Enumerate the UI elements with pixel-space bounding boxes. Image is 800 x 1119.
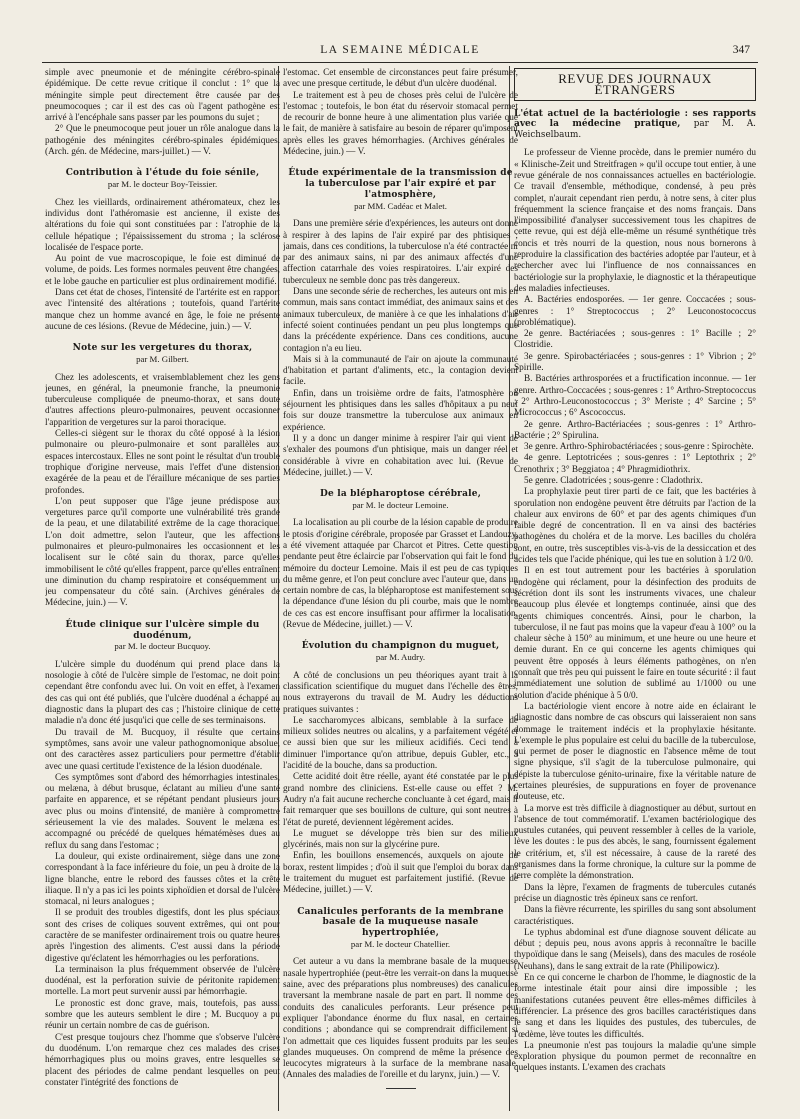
paragraph: La prophylaxie peut tirer parti de ce fait, que les bactéries à sporulation non endogène peuvent être détruits par l'action de la chaleur aux environs de 60° et par des agents chimiques d'un faible degré de concentration. Il en va ainsi des bactéries pathogènes du choléra et de la morve. Les bacilles du choléra sont, en outre, très susceptibles vis-à-vis de la dessiccation et des acides tels que l'acide phénique, qui les tue en solution à 1/2 0/0. xyxy=(514,487,756,566)
paragraph: Enfin, les bouillons ensemencés, auxquels on ajoute du borax, restent limpides ; d'où il suit que l'emploi du borax dans le traitement du muguet est parfaitement justifié. (Revue de Médecine, juillet.) — V. xyxy=(283,851,518,896)
paragraph: Dans la fièvre récurrente, les spirilles du sang sont absolument caractéristiques. xyxy=(514,905,756,927)
classification-line: 2e genre. Arthro-Bactériacées ; sous-genres : 1° Arthro-Bactérie ; 2° Spirulina. xyxy=(514,419,756,441)
classification-line: A. Bactéries endosporées. — 1er genre. Coccacées ; sous-genres : 1° Streptococcus ; 2° Leuconostococcus (problématique). xyxy=(514,295,756,328)
article-title: Canalicules perforants de la membrane basale de la muqueuse nasale hypertrophiée, xyxy=(297,906,504,939)
article-byline: par M. Audry. xyxy=(375,652,426,663)
paragraph: Il en est tout autrement pour les bactéries à sporulation endogène qui réclament, pour la désinfection des produits de sécrétion dont ils sont les instruments vivaces, une chaleur beaucoup plus élevée et longtemps continuée, ainsi que des agents chimiques concentrés. Ainsi, pour le charbon, la tuberculose, il ne faut pas moins que la vapeur d'eau à 100° ou la chaleur sèche à 150° au minimum, et une heure ou une heure et demie durant. En ce qui concerne les agents chimiques qui peuvent être opposés à leurs éléments pathogènes, on n'en connaît que très peu qui puissent le faire en toute sécurité : il faut immédiatement une solution de sublimé au 1/1000 ou une solution d'acide phénique à 5 0/0. xyxy=(514,566,756,701)
paragraph: Le saccharomyces albicans, semblable à la surface de milieux solides neutres ou alcalins, y a parfaitement végété et ce aussi bien que sur les milieux acidifiés. Ceci tend à diminuer l'importance qu'on attribue, depuis Gubler, etc., à l'acidité de la bouche, dans sa production. xyxy=(283,715,518,772)
article-title: De la blépharoptose cérébrale, xyxy=(319,489,482,500)
column-3 xyxy=(514,68,756,1111)
paragraph: Chez les vieillards, ordinairement athéromateux, chez les individus dont l'athéromasie est ancienne, il existe des altérations du foie qui sont constituées par : l'atrophie de la cellule hépatique ; l'épaississement du stroma ; la sclérose localisée de l'espace porte. xyxy=(45,197,280,253)
classification-line: 5e genre. Cladotricées ; sous-genre : Cladothrix. xyxy=(524,475,703,486)
classification-line: 4e genre. Leptotricées ; sous-genres : 1° Leptothrix ; 2° Crenothrix ; 3° Beggiatoa ; 4° Phragmidiothrix. xyxy=(514,453,756,475)
classification-line: 3e genre. Spirobactériacées ; sous-genres : 1° Vibrion ; 2° Spirille. xyxy=(514,351,756,374)
article-author: par M. A. Weichselbaum. xyxy=(514,119,756,140)
paragraph: Au point de vue macroscopique, le foie est diminué de volume, de poids. Les formes normales peuvent être changées, et le lobe gauche en particulier est plus ordinairement modifié. xyxy=(45,254,280,287)
article-title: Étude clinique sur l'ulcère simple du duodénum, xyxy=(65,619,260,641)
paragraph: l'estomac. Cet ensemble de circonstances peut faire présumer, avec une presque certitude, le début d'un ulcère duodénal. xyxy=(283,68,518,90)
paragraph: Ces symptômes sont d'abord des hémorrhagies intestinales, ou melæna, à début brusque, éclatant au milieu d'une santé parfaite en apparence, et se répétant pendant plusieurs jours avec plus ou moins d'intensité, de manière à compromettre sérieusement la vie des malades. Souvent le melæna est accompagné ou précédé de quelques hématémèses dues au reflux du sang dans l'estomac ; xyxy=(45,772,280,851)
paragraph: En ce qui concerne le charbon de l'homme, le diagnostic de la forme intestinale était pour ainsi dire impossible ; les manifestations cutanées peuvent être elles-mêmes difficiles à différencier. La présence des gros bacilles caractéristiques dans le sang et dans les liquides des pustules, des tubercules, de l'œdème, lève toutes les difficultés. xyxy=(514,973,756,1040)
header-rule xyxy=(42,62,758,63)
paragraph: Le typhus abdominal est d'une diagnose souvent délicate au début ; depuis peu, nous avons appris à reconnaître le bacille thypoïdique dans le sang (Meisels), dans des macules de roséole (Neuhans), dans le sang extrait de la rate (Philipowicz). xyxy=(514,927,756,972)
article-title: Étude expérimentale de la transmission de la tuberculose par l'air expiré et par l'atmosphère, xyxy=(288,168,513,200)
paragraph: Dans une seconde série de recherches, les auteurs ont mis en commun, mais sans contact immédiat, des animaux sains et des animaux tuberculeux, de manière à ce que les inhalations d'air infecté soient continuées pendant un peu plus longtemps que dans la précédente expérience. Dans ces conditions, aucune contagion n'a eu lieu. xyxy=(283,287,518,354)
paragraph: Celles-ci siègent sur le thorax du côté opposé à la lésion pulmonaire ou pleuro-pulmonaire et sont parallèles aux espaces intercostaux. Elles ne sont point le résultat d'un trouble trophique d'origine nerveuse, mais l'effet d'une distension exagérée de la peau et de l'éraillure mécanique de ses parties profondes. xyxy=(45,429,280,496)
end-ornament xyxy=(386,1088,416,1089)
article-title-text: L'état actuel de la bactériologie : ses rapports avec la médecine pratique, xyxy=(514,108,756,130)
paragraph: Il se produit des troubles digestifs, dont les plus spéciaux sont des crises de coliques souvent extrêmes, qui ont pour caractère de se manifester ordinairement trois ou quatre heures après l'ingestion des aliments. C'est aussi dans la période digestive qu'éclatent les hémorrhagies ou les perforations. xyxy=(45,908,280,964)
paragraph: Le traitement est à peu de choses près celui de l'ulcère de l'estomac ; toutefois, le bon état du réservoir stomacal permet de recourir de bonne heure à une alimentation plus variée que le fait, de manière à satisfaire au besoin de réparer qu'imposent après elles les graves hémorrhagies. (Archives générales de Médecine, juin.) — V. xyxy=(283,90,518,158)
paragraph: La morve est très difficile à diagnostiquer au début, surtout en l'absence de tout commémoratif. L'examen bactériologique des pustules cutanées, qui peuvent ressembler à celles de la variole, lève les doutes : le pus des abcès, le sang, fournissent également le critérium, et, s'il est nécessaire, à cause de la rareté des organismes dans la forme chronique, la culture sur la pomme de terre complète la démonstration. xyxy=(514,803,756,882)
paragraph: Le professeur de Vienne procède, dans le premier numéro du « Klinische-Zeit und Streitfragen » qu'il occupe tout entier, à une revue générale de nos connaissances actuelles en bactériologie. Ce travail d'ensemble, méthodique, condensé, à peu près complet, n'aurait cependant rien perdu, à notre sens, à citer plus fréquemment la science française et des noms français. Dans l'impossibilité d'analyser successivement tous les chapitres de cette revue, qui est déjà elle-même un résumé synthétique très concis et très nourri de la question, nous nous bornerons à reproduire la classification des bactéries adoptée par l'auteur, et à rechercher avec lui l'influence de nos connaissances en bactériologie sur la prophylaxie, le diagnostic et la thérapeutique des maladies infectieuses. xyxy=(514,148,756,294)
paragraph: 2° Que le pneumocoque peut jouer un rôle analogue dans la pathogénie des méningites cérébro-spinales épidémiques. (Arch. gén. de Médecine, mars-juillet.) — V. xyxy=(45,124,280,158)
article-byline: par M. Gilbert. xyxy=(136,354,189,365)
article-title xyxy=(514,109,756,141)
paragraph: La douleur, qui existe ordinairement, siège dans une zone correspondant à la face inférieure du foie, un peu à droite de la ligne blanche, entre le rebord des fausses côtes et la crête iliaque. Il n'y a pas ici les points xiphoïdien et dorsal de l'ulcère stomacal, ni leurs analogues ; xyxy=(45,851,280,908)
paragraph: C'est presque toujours chez l'homme que s'observe l'ulcère du duodénum. L'on remarque chez ces malades des crises hémorrhagiques plus ou moins graves, entre lesquelles se placent des périodes de calme pendant lesquelles on peut constater l'intégrité des fonctions de xyxy=(45,1032,280,1088)
paragraph: Cet auteur a vu dans la membrane basale de la muqueuse nasale hypertrophiée (peut-être les verrait-on dans la muqueuse saine, avec des préparations plus nombreuses) des canalicules traversant la membrane nasale de part en part. Il nomme ces conduits des canalicules perforants. Leur présence peut expliquer l'abondance énorme du flux nasal, en certaines conditions ; abondance qui se comprendrait difficilement si l'on admettait que ces liquides fussent produits par les seules glandes muqueuses. On comprend de même la présence des leucocytes migrateurs à la surface de la membrane nasale. (Annales des maladies de l'oreille et du larynx, juin.) — V. xyxy=(283,957,518,1081)
paragraph: La terminaison la plus fréquemment observée de l'ulcère duodénal, est la perforation suivie de péritonite rapidement mortelle. La mort peut survenir aussi par hémorrhagie. xyxy=(45,964,280,998)
paragraph: L'on peut supposer que l'âge jeune prédispose aux vergetures parce qu'il comporte une vulnérabilité très grande de la peau, et une dilatabilité extrême de la cage thoracique. L'on doit admettre, selon l'auteur, que les affections pulmonaires et pleuro-pulmonaires les occasionnent et les localisent sur le côté sain du thorax, parce qu'elles immobilisent le côté qu'elles frappent, parce qu'elles entraînent une diminution du champ respiratoire et conséquemment un jeu compensateur du côté sain. (Archives générales de Médecine, juin.) — V. xyxy=(45,496,280,609)
article-title: Évolution du champignon du muguet, xyxy=(301,641,500,652)
article-byline: par M. le docteur Chatellier. xyxy=(350,938,451,949)
paragraph: A côté de conclusions un peu théoriques ayant trait à la classification scientifique du muguet dans l'échelle des êtres, nous extrayerons du travail de M. Audry les déductions pratiques suivantes : xyxy=(283,670,518,715)
paragraph: L'ulcère simple du duodénum qui prend place dans la nosologie à côté de l'ulcère simple de l'estomac, ne doit point cependant être confondu avec lui. On voit en effet, à l'examen des cas qui ont été publiés, que l'ulcère duodénal a échappé au diagnostic dans la plupart des cas ; l'histoire clinique de cette maladie n'a donc été jusqu'ici que celle de ses terminaisons. xyxy=(45,659,280,727)
paragraph: Dans une première série d'expériences, les auteurs ont donné à respirer à des lapins de l'air expiré par des phtisiques ; jamais, dans ces conditions, la tuberculose n'a été contractée ni par des animaux sains, ni par des animaux affectés d'une affection catarrhale des voies respiratoires. L'air expiré des tuberculeux ne semble donc pas très dangereux. xyxy=(283,219,518,286)
classification-line: 2e genre. Bactériacées ; sous-genres : 1° Bacille ; 2° Clostridie. xyxy=(514,329,756,351)
classification-line: 3e genre. Arthro-Sphirobactériacées ; sous-genre : Spirochète. xyxy=(524,442,754,453)
paragraph: Du travail de M. Bucquoy, il résulte que certains symptômes, sans avoir une valeur pathognomonique absolue, ont des caractères assez particuliers pour permettre d'établir avec une quasi certitude l'existence de la lésion duodénale. xyxy=(45,727,280,772)
paragraph: Mais si à la communauté de l'air on ajoute la communauté d'habitation et partant d'aliments, etc., la contagion devient facile. xyxy=(283,354,518,388)
paragraph: La bactériologie vient encore à notre aide en éclairant le diagnostic dans nombre de cas obscurs qui laisseraient non sans dommage le traitement indécis et la prophylaxie hésitante. L'exemple le plus populaire est celui du bacille de la tuberculose, qui permet de poser le diagnostic en l'absence même de tout signe physique, s'il s'agit de la tuberculose pulmonaire, qui dépiste la tuberculose génito-urinaire, fixe la véritable nature de certaines pleurésies, de suppurations en foyer de provenance douteuse, etc. xyxy=(514,701,756,803)
paragraph: Dans cet état de choses, l'intensité de l'artérite est en rapport avec l'intensité des altérations ; toutefois, quand l'artérite manque chez un homme avancé en âge, le foie ne présente aucune de ces lésions. (Revue de Médecine, juin.) — V. xyxy=(45,288,280,332)
page-number: 347 xyxy=(732,44,750,56)
paragraph: Dans la lèpre, l'examen de fragments de tubercules cutanés précise un diagnostic très épineux sans ce renfort. xyxy=(514,882,756,904)
paragraph: Il y a donc un danger minime à respirer l'air qui vient de s'exhaler des poumons d'un phtisique, mais un danger réel et considérable à vivre en cohabitation avec lui. (Revue de Médecine, juillet.) — V. xyxy=(283,433,518,478)
paragraph: Chez les adolescents, et vraisemblablement chez les gens jeunes, en général, la pneumonie franche, la pneumonie tuberculeuse compliquée de pneumo-thorax, et sans doute d'autres affections pleuro-pulmonaires, peuvent occasionner l'apparition de vergetures sur la paroi thoracique. xyxy=(45,372,280,428)
article-byline: par M. le docteur Bucquoy. xyxy=(114,641,211,652)
article-byline: par M. le docteur Boy-Teissier. xyxy=(107,179,218,190)
running-head xyxy=(0,44,800,62)
article-title: Note sur les vergetures du thorax, xyxy=(72,343,253,354)
article-title: Contribution à l'étude du foie sénile, xyxy=(65,168,260,179)
paragraph: simple avec pneumonie et de méningite cérébro-spinale épidémique. De cette revue critique il conclut : 1° que la méningite simple peut directement être causée par des pneumocoques ; car il est des cas où l'agent pathogène est arrivé à l'encéphale sans passer par les poumons du sujet ; xyxy=(45,68,280,124)
column-1 xyxy=(45,68,280,1111)
paragraph: La localisation au pli courbe de la lésion capable de produire le ptosis d'origine cérébrale, proposée par Grasset et Landouzy, a été vivement attaquée par Charcot et Pitres. Cette question pendante peut être éclaircie par l'observation qui fait le fond du mémoire du docteur Lemoine. Mais il est peu de cas typiques du même genre, et l'on peut conclure avec l'auteur que, dans un certain nombre de cas, la blépharoptose est manifestement sous la dépendance d'une lésion du pli courbe, mais que le nombre de ces cas est encore insuffisant pour affirmer la localisation. (Revue de Médecine, juillet.) — V. xyxy=(283,518,518,631)
article-byline: par MM. Cadéac et Malet. xyxy=(354,200,447,211)
paragraph: Le muguet se développe très bien sur des milieux glycérinés, mais non sur la glycérine pure. xyxy=(283,828,518,851)
journal-title: LA SEMAINE MÉDICALE xyxy=(320,44,480,56)
column-2 xyxy=(283,68,518,1111)
paragraph: Enfin, dans un troisième ordre de faits, l'atmosphère où séjournent les phtisiques dans les salles d'hôpitaux a pu neuf fois sur douze transmettre la tuberculose aux animaux en expérience. xyxy=(283,388,518,433)
article-byline: par M. le docteur Lemoine. xyxy=(352,499,449,510)
classification-line: B. Bactéries arthrosporées et a fructification inconnue. — 1er genre. Arthro-Coccacées ; sous-genres : 1° Arthro-Streptococcus ; 2° Arthro-Leuconostococcus ; 3° Meriste ; 4° Sarcine ; 5° Micrococcus ; 6° Ascococcus. xyxy=(514,374,756,419)
paragraph: La pneumonie n'est pas toujours la maladie qu'une simple exploration physique du poumon permet de reconnaître en quelques instants. L'examen des crachats xyxy=(514,1040,756,1074)
paragraph: Cette acidité doit être réelle, ayant été constatée par le plus grand nombre des cliniciens. Est-elle cause ou effet ? M. Audry n'a fait aucune recherche concluante à cet égard, mais il fait remarquer que ses bouillons de culture, qui sont neutres à l'état de pureté, deviennent légèrement acides. xyxy=(283,772,518,828)
section-heading: REVUE DES JOURNAUX ÉTRANGERS xyxy=(514,68,756,101)
paragraph: Le pronostic est donc grave, mais, toutefois, pas aussi sombre que les auteurs semblent le dire ; M. Bucquoy a pu réunir un certain nombre de cas de guérison. xyxy=(45,998,280,1032)
